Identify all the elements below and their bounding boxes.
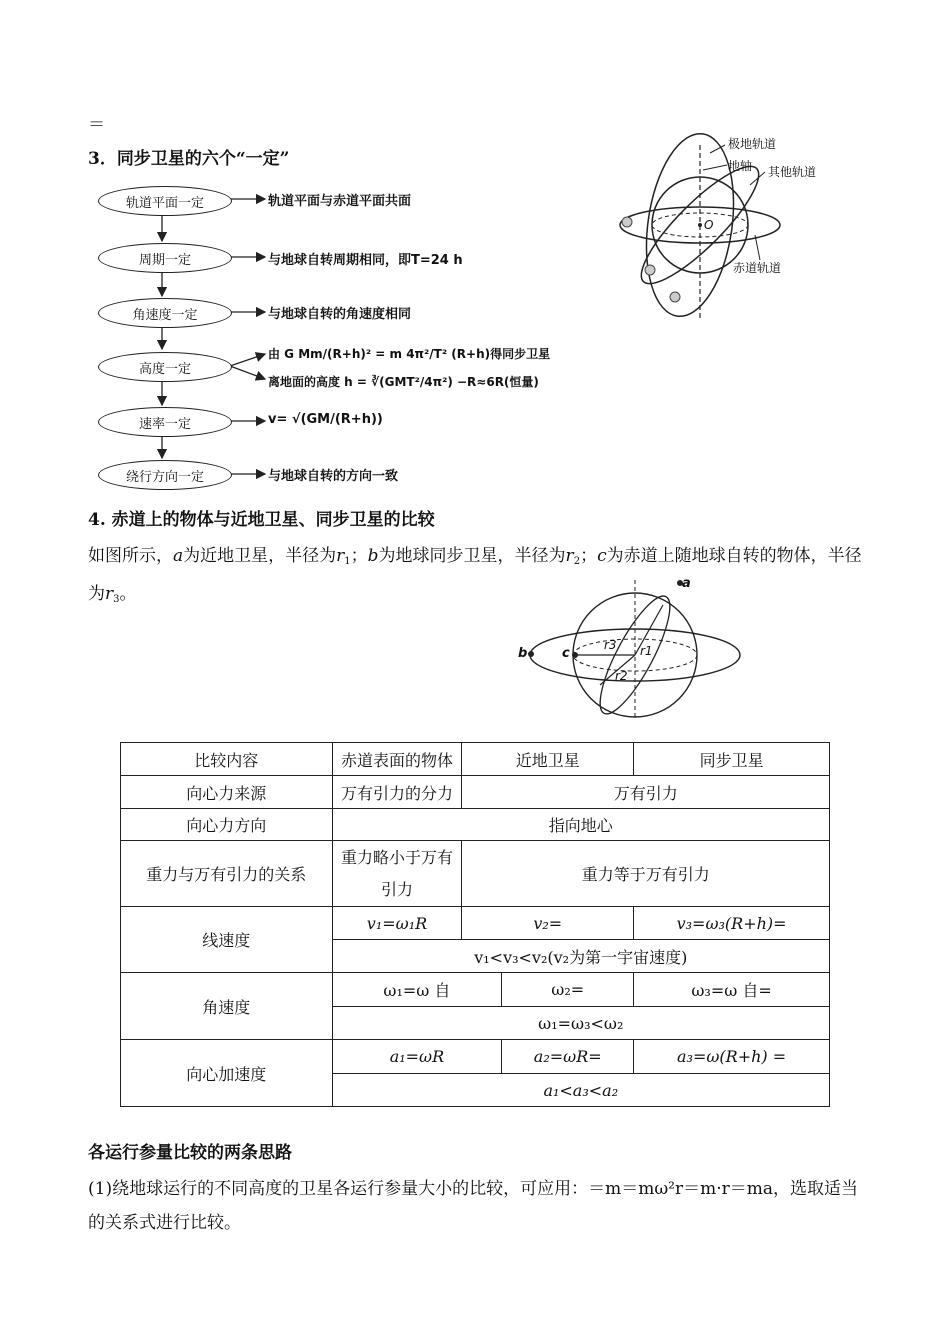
section5-paragraph: (1)绕地球运行的不同高度的卫星各运行参量大小的比较，可应用：＝m＝mω²r＝m·r＝ma，选取适当的关系式进行比较。 — [88, 1179, 859, 1233]
table-cell: v₁<v₃<v₂(v₂为第一宇宙速度) — [332, 940, 829, 973]
label-other-orbit: 其他轨道 — [768, 165, 817, 179]
flow-node-direction — [98, 460, 232, 490]
flow-node-speed — [98, 407, 232, 437]
table-cell: v₃=ω₃(R+h)= — [634, 907, 830, 940]
table-row — [121, 907, 830, 940]
table-cell: a₁=ωR — [332, 1040, 502, 1074]
table-cell: ω₁=ω 自 — [332, 973, 502, 1007]
comparison-drawing — [515, 575, 750, 725]
table-cell: 指向地心 — [332, 809, 829, 841]
flow-node-label: 绕行方向一定 — [125, 469, 204, 485]
table-cell: 万有引力的分力 — [332, 776, 462, 809]
section3-heading: 3．同步卫星的六个“一定” — [88, 149, 290, 169]
flow-desc-orbit-plane: 轨道平面与赤道平面共面 — [268, 194, 412, 209]
flow-node-label: 周期一定 — [138, 252, 191, 268]
table-row — [121, 841, 830, 907]
flow-desc-height-line1: 由 G Mm/(R+h)² = m 4π²/T² (R+h)得同步卫星 — [268, 347, 551, 361]
table-row — [121, 973, 830, 1007]
flow-desc-angular: 与地球自转的角速度相同 — [268, 307, 412, 322]
header-cell: 赤道表面的物体 — [332, 743, 462, 776]
row-label: 向心力来源 — [121, 776, 333, 809]
table-cell: 万有引力 — [462, 776, 830, 809]
flow-node-angular — [98, 298, 232, 328]
flow-node-period — [98, 243, 232, 273]
label-b: b — [518, 646, 528, 661]
table-cell: a₁<a₃<a₂ — [332, 1074, 829, 1107]
row-label: 向心加速度 — [121, 1040, 333, 1107]
header-cell: 同步卫星 — [634, 743, 830, 776]
label-r3: r3 — [604, 638, 617, 652]
label-equator-orbit: 赤道轨道 — [733, 261, 782, 275]
label-earth-axis: 地轴 — [728, 159, 753, 173]
flow-desc-direction: 与地球自转的方向一致 — [268, 469, 399, 484]
row-label: 向心力方向 — [121, 809, 333, 841]
section4-paragraph: 如图所示，a为近地卫星，半径为$r_1$；b为地球同步卫星，半径为$r_2$；c为赤道上随地球自转的物体，半径为$r_3$。 — [88, 546, 862, 605]
table-cell: a₃=ω(R+h) = — [634, 1040, 830, 1074]
flow-node-label: 轨道平面一定 — [125, 195, 204, 211]
top-symbol: ＝ — [88, 115, 105, 135]
table-cell: ω₁=ω₃<ω₂ — [332, 1007, 829, 1040]
section4-heading: 4. 赤道上的物体与近地卫星、同步卫星的比较 — [88, 510, 435, 530]
row-label: 线速度 — [121, 907, 333, 973]
label-center-o: O — [704, 218, 714, 232]
flow-node-height — [98, 352, 232, 382]
flow-desc-period: 与地球自转周期相同，即T=24 h — [268, 253, 463, 268]
label-a: a — [682, 576, 691, 591]
header-cell: 比较内容 — [121, 743, 333, 776]
section5-heading: 各运行参量比较的两条思路 — [88, 1143, 292, 1163]
table-cell: ω₃=ω 自= — [634, 973, 830, 1007]
flow-node-label: 速率一定 — [138, 416, 191, 432]
label-polar-orbit: 极地轨道 — [728, 137, 777, 151]
table-cell: 重力略小于万有引力 — [332, 841, 462, 907]
flow-desc-speed: v= √(GM/(R+h)) — [268, 412, 383, 427]
table-cell: 重力等于万有引力 — [462, 841, 830, 907]
label-c: c — [562, 646, 570, 661]
table-cell: v₂= — [462, 907, 634, 940]
table-header-row — [121, 743, 830, 776]
row-label: 重力与万有引力的关系 — [121, 841, 333, 907]
table-row — [121, 1040, 830, 1074]
table-cell: ω₂= — [502, 973, 634, 1007]
table-cell: a₂=ωR= — [502, 1040, 634, 1074]
flow-node-label: 角速度一定 — [132, 307, 198, 323]
flow-node-orbit-plane — [98, 186, 232, 216]
table-row — [121, 809, 830, 841]
table-row — [121, 776, 830, 809]
row-label: 角速度 — [121, 973, 333, 1040]
table-cell: v₁=ω₁R — [332, 907, 462, 940]
label-r2: r2 — [615, 669, 628, 683]
flow-desc-height-line2: 离地面的高度 h = ∛(GMT²/4π²) −R≈6R(恒量) — [268, 375, 539, 389]
header-cell: 近地卫星 — [462, 743, 634, 776]
flow-node-label: 高度一定 — [138, 361, 191, 377]
flowchart-arrows — [90, 185, 610, 485]
comparison-table — [120, 742, 830, 1107]
label-r1: r1 — [640, 644, 653, 658]
